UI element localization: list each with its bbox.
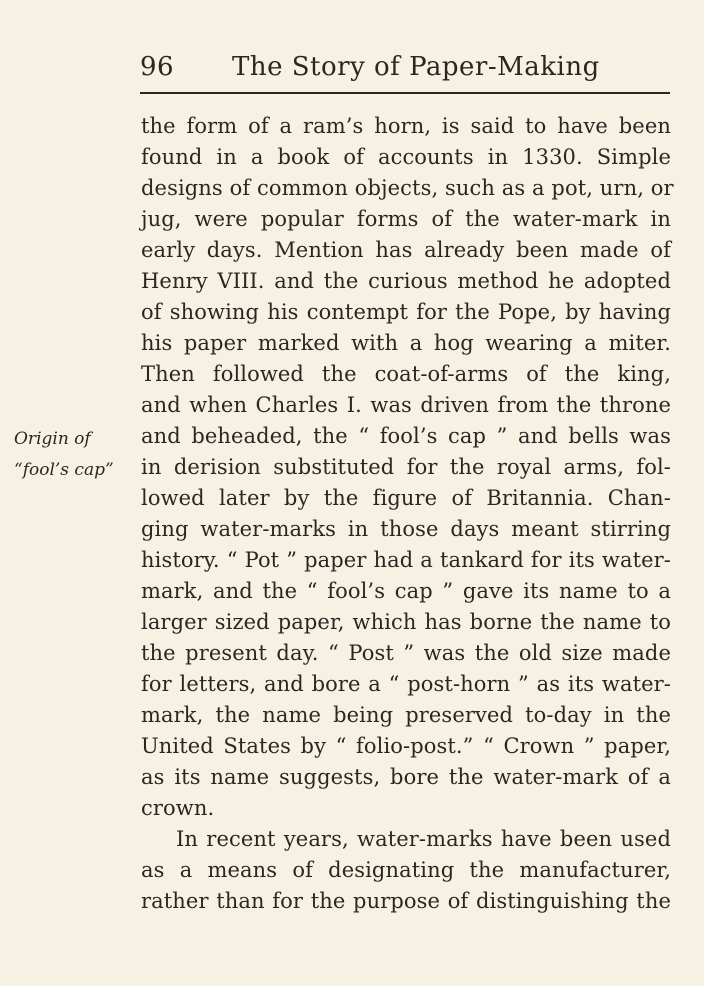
header-rule (140, 92, 670, 94)
text-line: ging water-marks in those days meant stirring (141, 517, 671, 541)
text-line: found in a book of accounts in 1330. Simple (141, 145, 671, 169)
text-line: in derision substituted for the royal arms, fol- (141, 455, 671, 479)
text-line: of showing his contempt for the Pope, by having (141, 300, 671, 324)
text-line: mark, the name being preserved to-day in the (141, 703, 671, 727)
text-line: Then followed the coat-of-arms of the king, (141, 362, 671, 386)
text-line: the form of a ram’s horn, is said to have been (141, 114, 671, 138)
text-line: jug, were popular forms of the water-mark in (141, 207, 671, 231)
text-line: for letters, and bore a “ post-horn ” as its water- (141, 672, 671, 696)
text-line: larger sized paper, which has borne the name to (141, 610, 671, 634)
text-line: as a means of designating the manufacturer, (141, 858, 671, 882)
text-line: In recent years, water-marks have been used (176, 827, 671, 851)
text-line: crown. (141, 796, 215, 820)
margin-note-line: Origin of (14, 429, 91, 449)
text-line: mark, and the “ fool’s cap ” gave its name to a (141, 579, 671, 603)
text-line: early days. Mention has already been made of (141, 238, 671, 262)
text-line: United States by “ folio-post.” “ Crown ” paper, (141, 734, 671, 758)
text-line: and when Charles I. was driven from the throne (141, 393, 671, 417)
text-line: and beheaded, the “ fool’s cap ” and bells was (141, 424, 671, 448)
text-line: Henry VIII. and the curious method he adopted (141, 269, 671, 293)
text-line: lowed later by the figure of Britannia. Chan- (141, 486, 671, 510)
margin-note-line: “fool’s cap” (14, 460, 114, 480)
text-line: rather than for the purpose of distinguishing the (141, 889, 671, 913)
text-line: his paper marked with a hog wearing a miter. (141, 331, 671, 355)
page-number: 96 (140, 52, 175, 82)
body-text (141, 111, 674, 917)
text-line: history. “ Pot ” paper had a tankard for its water- (141, 548, 671, 572)
text-line: as its name suggests, bore the water-mark of a (141, 765, 671, 789)
text-line: the present day. “ Post ” was the old size made (141, 641, 671, 665)
margin-note (14, 424, 134, 486)
running-head: The Story of Paper-Making (232, 52, 600, 82)
text-line: designs of common objects, such as a pot, urn, or (141, 176, 674, 200)
page-header (140, 48, 670, 88)
